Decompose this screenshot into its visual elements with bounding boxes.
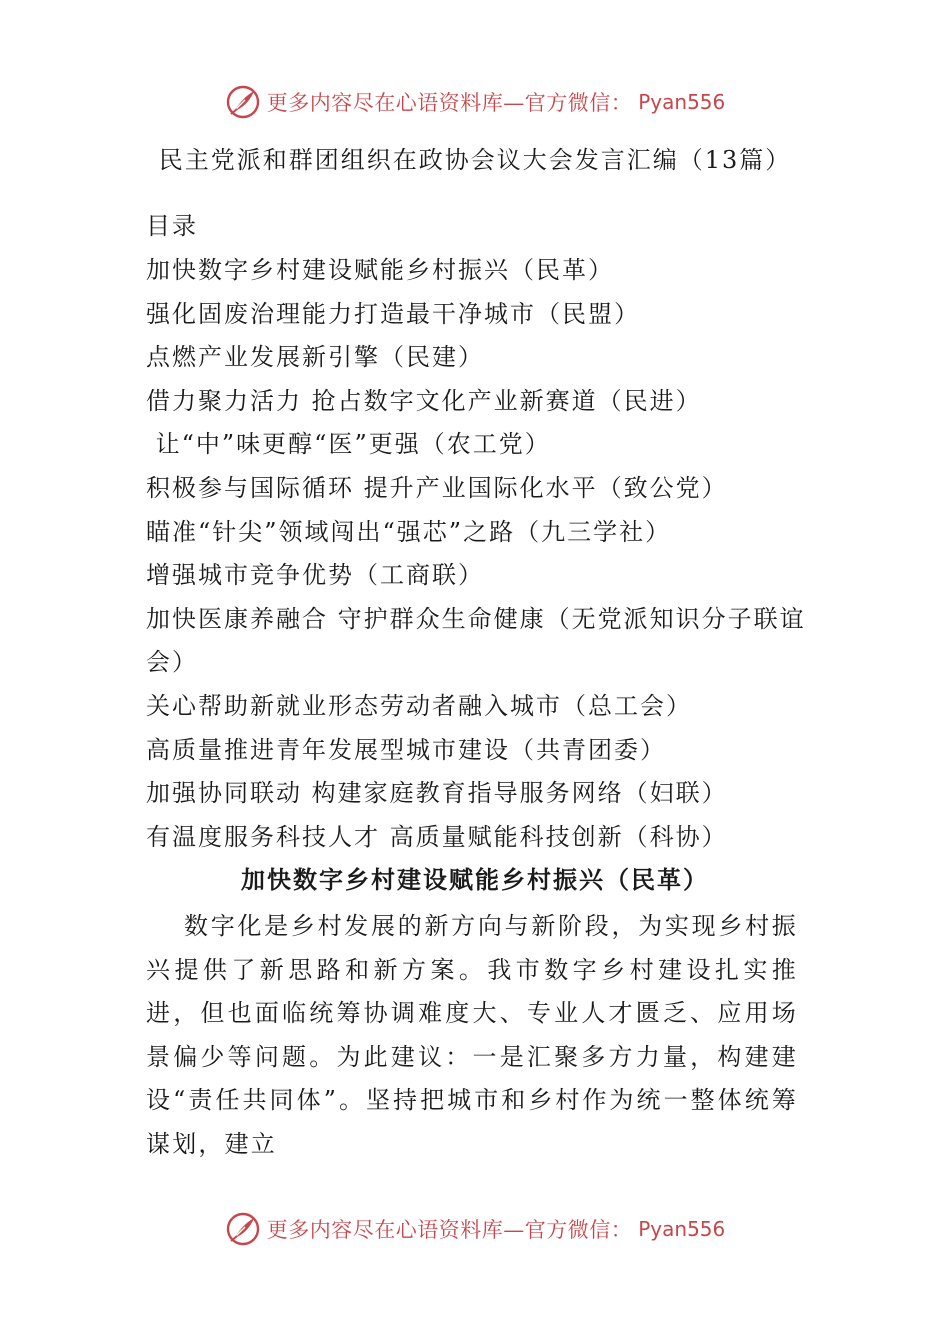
toc-item: 强化固废治理能力打造最干净城市（民盟）: [146, 299, 640, 328]
quill-logo-icon: [225, 1211, 261, 1247]
toc-item: 加强协同联动 构建家庭教育指导服务网络（妇联）: [146, 779, 728, 808]
toc-item: 增强城市竞争优势（工商联）: [146, 561, 484, 590]
toc-heading: 目录: [146, 212, 198, 240]
watermark-wechat-id: Pyan556: [638, 90, 726, 114]
toc-item: 有温度服务科技人才 高质量赋能科技创新（科协）: [146, 822, 728, 851]
watermark-wechat-id: Pyan556: [638, 1217, 726, 1241]
watermark-text: 更多内容尽在心语资料库—官方微信：: [266, 91, 633, 115]
section-heading: 加快数字乡村建设赋能乡村振兴（民革）: [241, 866, 709, 894]
toc-item: 瞄准“针尖”领域闯出“强芯”之路（九三学社）: [146, 517, 672, 546]
toc-item: 点燃产业发展新引擎（民建）: [146, 343, 484, 372]
toc-item: 关心帮助新就业形态劳动者融入城市（总工会）: [146, 691, 692, 720]
body-paragraph: 数字化是乡村发展的新方向与新阶段，为实现乡村振兴提供了新思路和新方案。我市数字乡村建设扎实推进，但也面临统筹协调难度大、专业人才匮乏、应用场景偏少等问题。为此建议：一是汇聚多方力量，构建建设“责任共同体”。坚持把城市和乡村作为统一整体统筹谋划，建立: [146, 912, 798, 1158]
watermark-banner-bottom: [0, 1209, 950, 1249]
watermark-text: 更多内容尽在心语资料库—官方微信：: [266, 1218, 633, 1242]
toc-item: 积极参与国际循环 提升产业国际化水平（致公党）: [146, 473, 728, 502]
toc-item: 让“中”味更醇“医”更强（农工党）: [146, 430, 551, 459]
document-title: 民主党派和群团组织在政协会议大会发言汇编（13篇）: [158, 146, 792, 174]
watermark-banner-top: [0, 82, 950, 122]
toc-item: 加快医康养融合 守护群众生命健康（无党派知识分子联谊会）: [146, 604, 806, 677]
toc-item: 借力聚力活力 抢占数字文化产业新赛道（民进）: [146, 386, 702, 415]
toc-item: 加快数字乡村建设赋能乡村振兴（民革）: [146, 256, 614, 284]
toc-item: 高质量推进青年发展型城市建设（共青团委）: [146, 735, 666, 764]
quill-logo-icon: [225, 84, 261, 120]
table-of-contents: [146, 249, 806, 859]
